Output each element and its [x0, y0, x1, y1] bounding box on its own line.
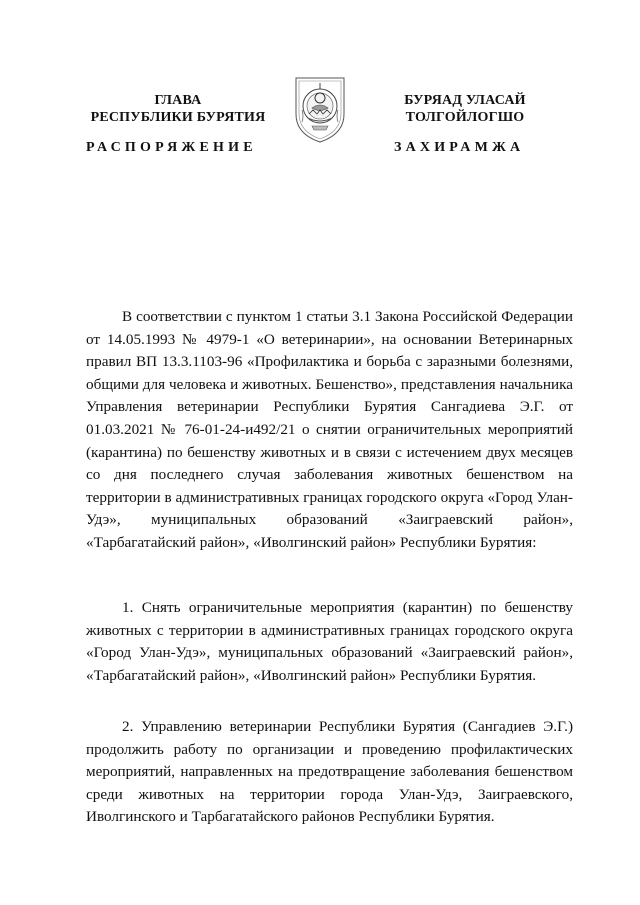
coat-of-arms-icon	[290, 72, 350, 144]
item-1-paragraph	[86, 597, 573, 687]
doc-type-bua: ЗАХИРАМЖА	[394, 140, 525, 155]
issuer-bua-line1: БУРЯАД УЛАСАЙ	[404, 93, 526, 108]
issuer-ru-line1: ГЛАВА	[154, 93, 202, 108]
preamble-text: В соответствии с пунктом 1 статьи 3.1 Закона Российской Федерации от 14.05.1993 № 4979-1 «О ветеринарии», на основании Ветеринарных правил ВП 13.3.1103-96 «Профилактика и борьба с заразными болезнями, общими для человека и животных. Бешенство», представления начальника Управления ветеринарии Республики Бурятия Сангадиева Э.Г. от 01.03.2021 № 76-01-24-и492/21 о снятии ограничительных мероприятий (карантина) по бешенству животных и в связи с истечением двух месяцев со дня последнего случая заболевания животных бешенством на территории в административных границах городского округа «Город Улан-Удэ», муниципальных образований «Заиграевский район», «Тарбагатайский район», «Иволгинский район» Республики Бурятия:	[86, 308, 573, 551]
issuer-ru	[78, 92, 278, 126]
item-2-text: 2. Управлению ветеринарии Республики Бурятия (Сангадиев Э.Г.) продолжить работу по организации и проведению профилактических мероприятий, направленных на предотвращение заболевания бешенством среди животных на территории города Улан-Удэ, Заиграевского, Иволгинского и Тарбагатайского районов Республики Бурятия.	[86, 718, 573, 826]
preamble-paragraph	[86, 306, 573, 555]
item-1-text: 1. Снять ограничительные мероприятия (карантин) по бешенству животных с территории в административных границах городского округа «Город Улан-Удэ», муниципальных образований «Заиграевский район», «Тарбагатайский район», «Иволгинский район» Республики Бурятия.	[86, 599, 573, 684]
issuer-bua	[360, 92, 570, 126]
item-2-paragraph	[86, 716, 573, 829]
issuer-bua-line2: ТОЛГОЙЛОГШО	[405, 110, 525, 125]
issuer-ru-line2: РЕСПУБЛИКИ БУРЯТИЯ	[90, 110, 266, 125]
doc-type-ru: РАСПОРЯЖЕНИЕ	[86, 140, 257, 155]
